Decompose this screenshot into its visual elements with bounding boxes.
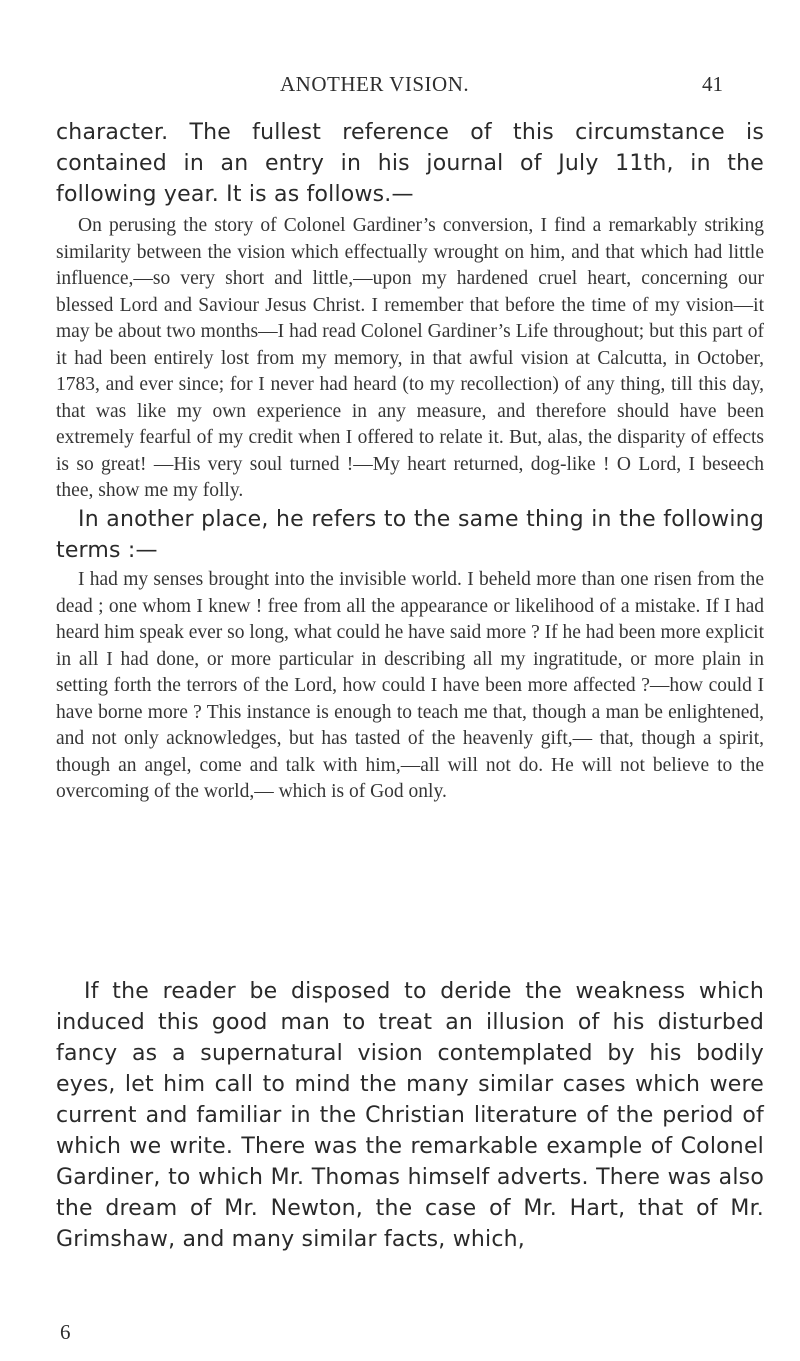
running-title: ANOTHER VISION.: [280, 72, 470, 96]
body-paragraph-opening: character. The fullest reference of this circumstance is contained in an entry in his journal of July 11th, in the following year. It is as follows.—: [56, 120, 764, 207]
page-number: 41: [702, 72, 723, 96]
body-paragraph-closing: If the reader be disposed to deride the weakness which induced this good man to treat an illusion of his disturbed fancy as a supernatural vision contemplated by his bodily eyes, let him call to mind the many similar cases which were current and familiar in the Christian literature of the period of which we write. There was the remarkable example of Colonel Gardiner, to which Mr. Thomas himself adverts. There was also the dream of Mr. Newton, the case of Mr. Hart, that of Mr. Grimshaw, and many similar facts, which,: [56, 979, 764, 1252]
running-header: [0, 72, 800, 102]
journal-quotation-2: I had my senses brought into the invisible world. I beheld more than one risen from the dead ; one whom I knew ! free from all the appearance or likelihood of a mistake. If I had heard him speak ever so long, what could he have said more ? If he had been more explicit in all I had done, or more particular in describing all my ingratitude, or more plain in setting forth the terrors of the Lord, how could I have been more affected ?—how could I have borne more ? This instance is enough to teach me that, though a man be enlightened, and not only acknowledges, but has tasted of the heavenly gift,— that, though a spirit, though an angel, come and talk with him,—all will not do. He will not believe to the overcoming of the world,— which is of God only.: [56, 569, 764, 802]
signature-mark: 6: [60, 1320, 71, 1344]
journal-quotation-1: On perusing the story of Colonel Gardiner’s conversion, I find a remarkably striking similarity between the vision which effectually wrought on him, and that which had little influence,—so very short and little,—upon my hardened cruel heart, concerning our blessed Lord and Saviour Jesus Christ. I remember that before the time of my vision—it may be about two months—I had read Colonel Gardiner’s Life throughout; but this part of it had been entirely lost from my memory, in that awful vision at Calcutta, in October, 1783, and ever since; for I never had heard (to my recollection) of any thing, till this day, that was like my own experience in any measure, and therefore should have been extremely fearful of my credit when I offered to relate it. But, alas, the disparity of effects is so great! —His very soul turned !—My heart returned, dog-like ! O Lord, I beseech thee, show me my folly.: [56, 215, 764, 501]
body-paragraph-transition: In another place, he refers to the same thing in the following terms :—: [56, 507, 764, 563]
